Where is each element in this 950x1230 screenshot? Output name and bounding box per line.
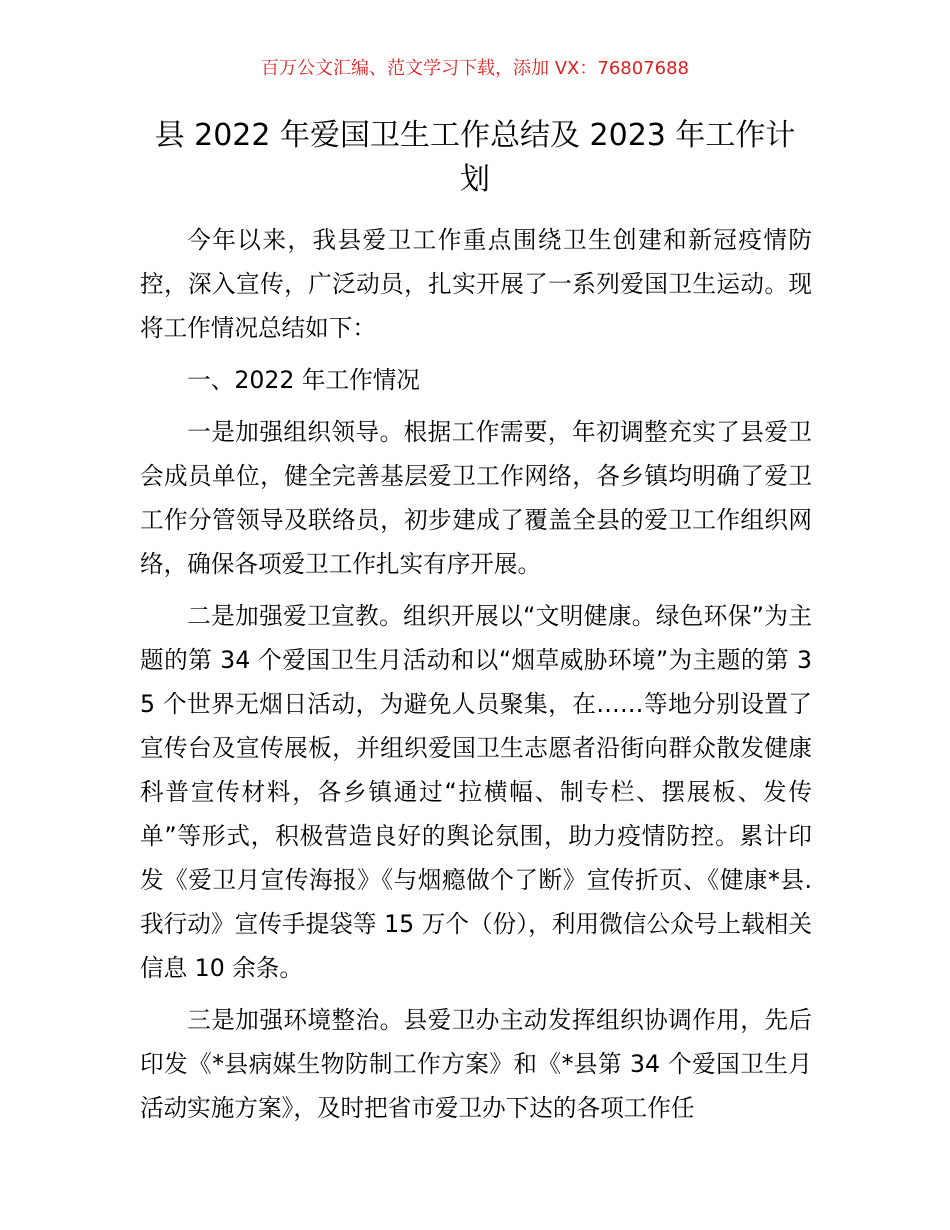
paragraph-publicity: 二是加强爱卫宣教。组织开展以“文明健康。绿色环保”为主题的第 34 个爱国卫生月活动和以“烟草威胁环境”为主题的第 35 个世界无烟日活动，为避免人员聚集，在……等地分别设置了宣传台及宣传展板，并组织爱国卫生志愿者沿街向群众散发健康科普宣传材料，各乡镇通过“拉横幅、制专栏、摆展板、发传单”等形式，积极营造良好的舆论氛围，助力疫情防控。累计印发《爱卫月宣传海报》《与烟瘾做个了断》宣传折页、《健康*县.我行动》宣传手提袋等 15 万个（份），利用微信公众号上载相关信息 10 余条。	[140, 602, 812, 982]
paragraph-environment: 三是加强环境整治。县爱卫办主动发挥组织协调作用，先后印发《*县病媒生物防制工作方案》和《*县第 34 个爱国卫生月活动实施方案》，及时把省市爱卫办下达的各项工作任	[140, 1006, 812, 1122]
paragraph-organization: 一是加强组织领导。根据工作需要，年初调整充实了县爱卫会成员单位，健全完善基层爱卫工作网络，各乡镇均明确了爱卫工作分管领导及联络员，初步建成了覆盖全县的爱卫工作组织网络，确保各项爱卫工作扎实有序开展。	[140, 418, 812, 578]
section-heading: 一、2022 年工作情况	[187, 366, 420, 394]
header-banner: 百万公文汇编、范文学习下载，添加 VX：76807688	[261, 58, 689, 79]
document-title: 县 2022 年爱国卫生工作总结及 2023 年工作计划	[154, 118, 796, 197]
paragraph-intro: 今年以来，我县爱卫工作重点围绕卫生创建和新冠疫情防控，深入宣传，广泛动员，扎实开展了一系列爱国卫生运动。现将工作情况总结如下：	[140, 226, 812, 342]
document-body	[140, 218, 812, 1138]
